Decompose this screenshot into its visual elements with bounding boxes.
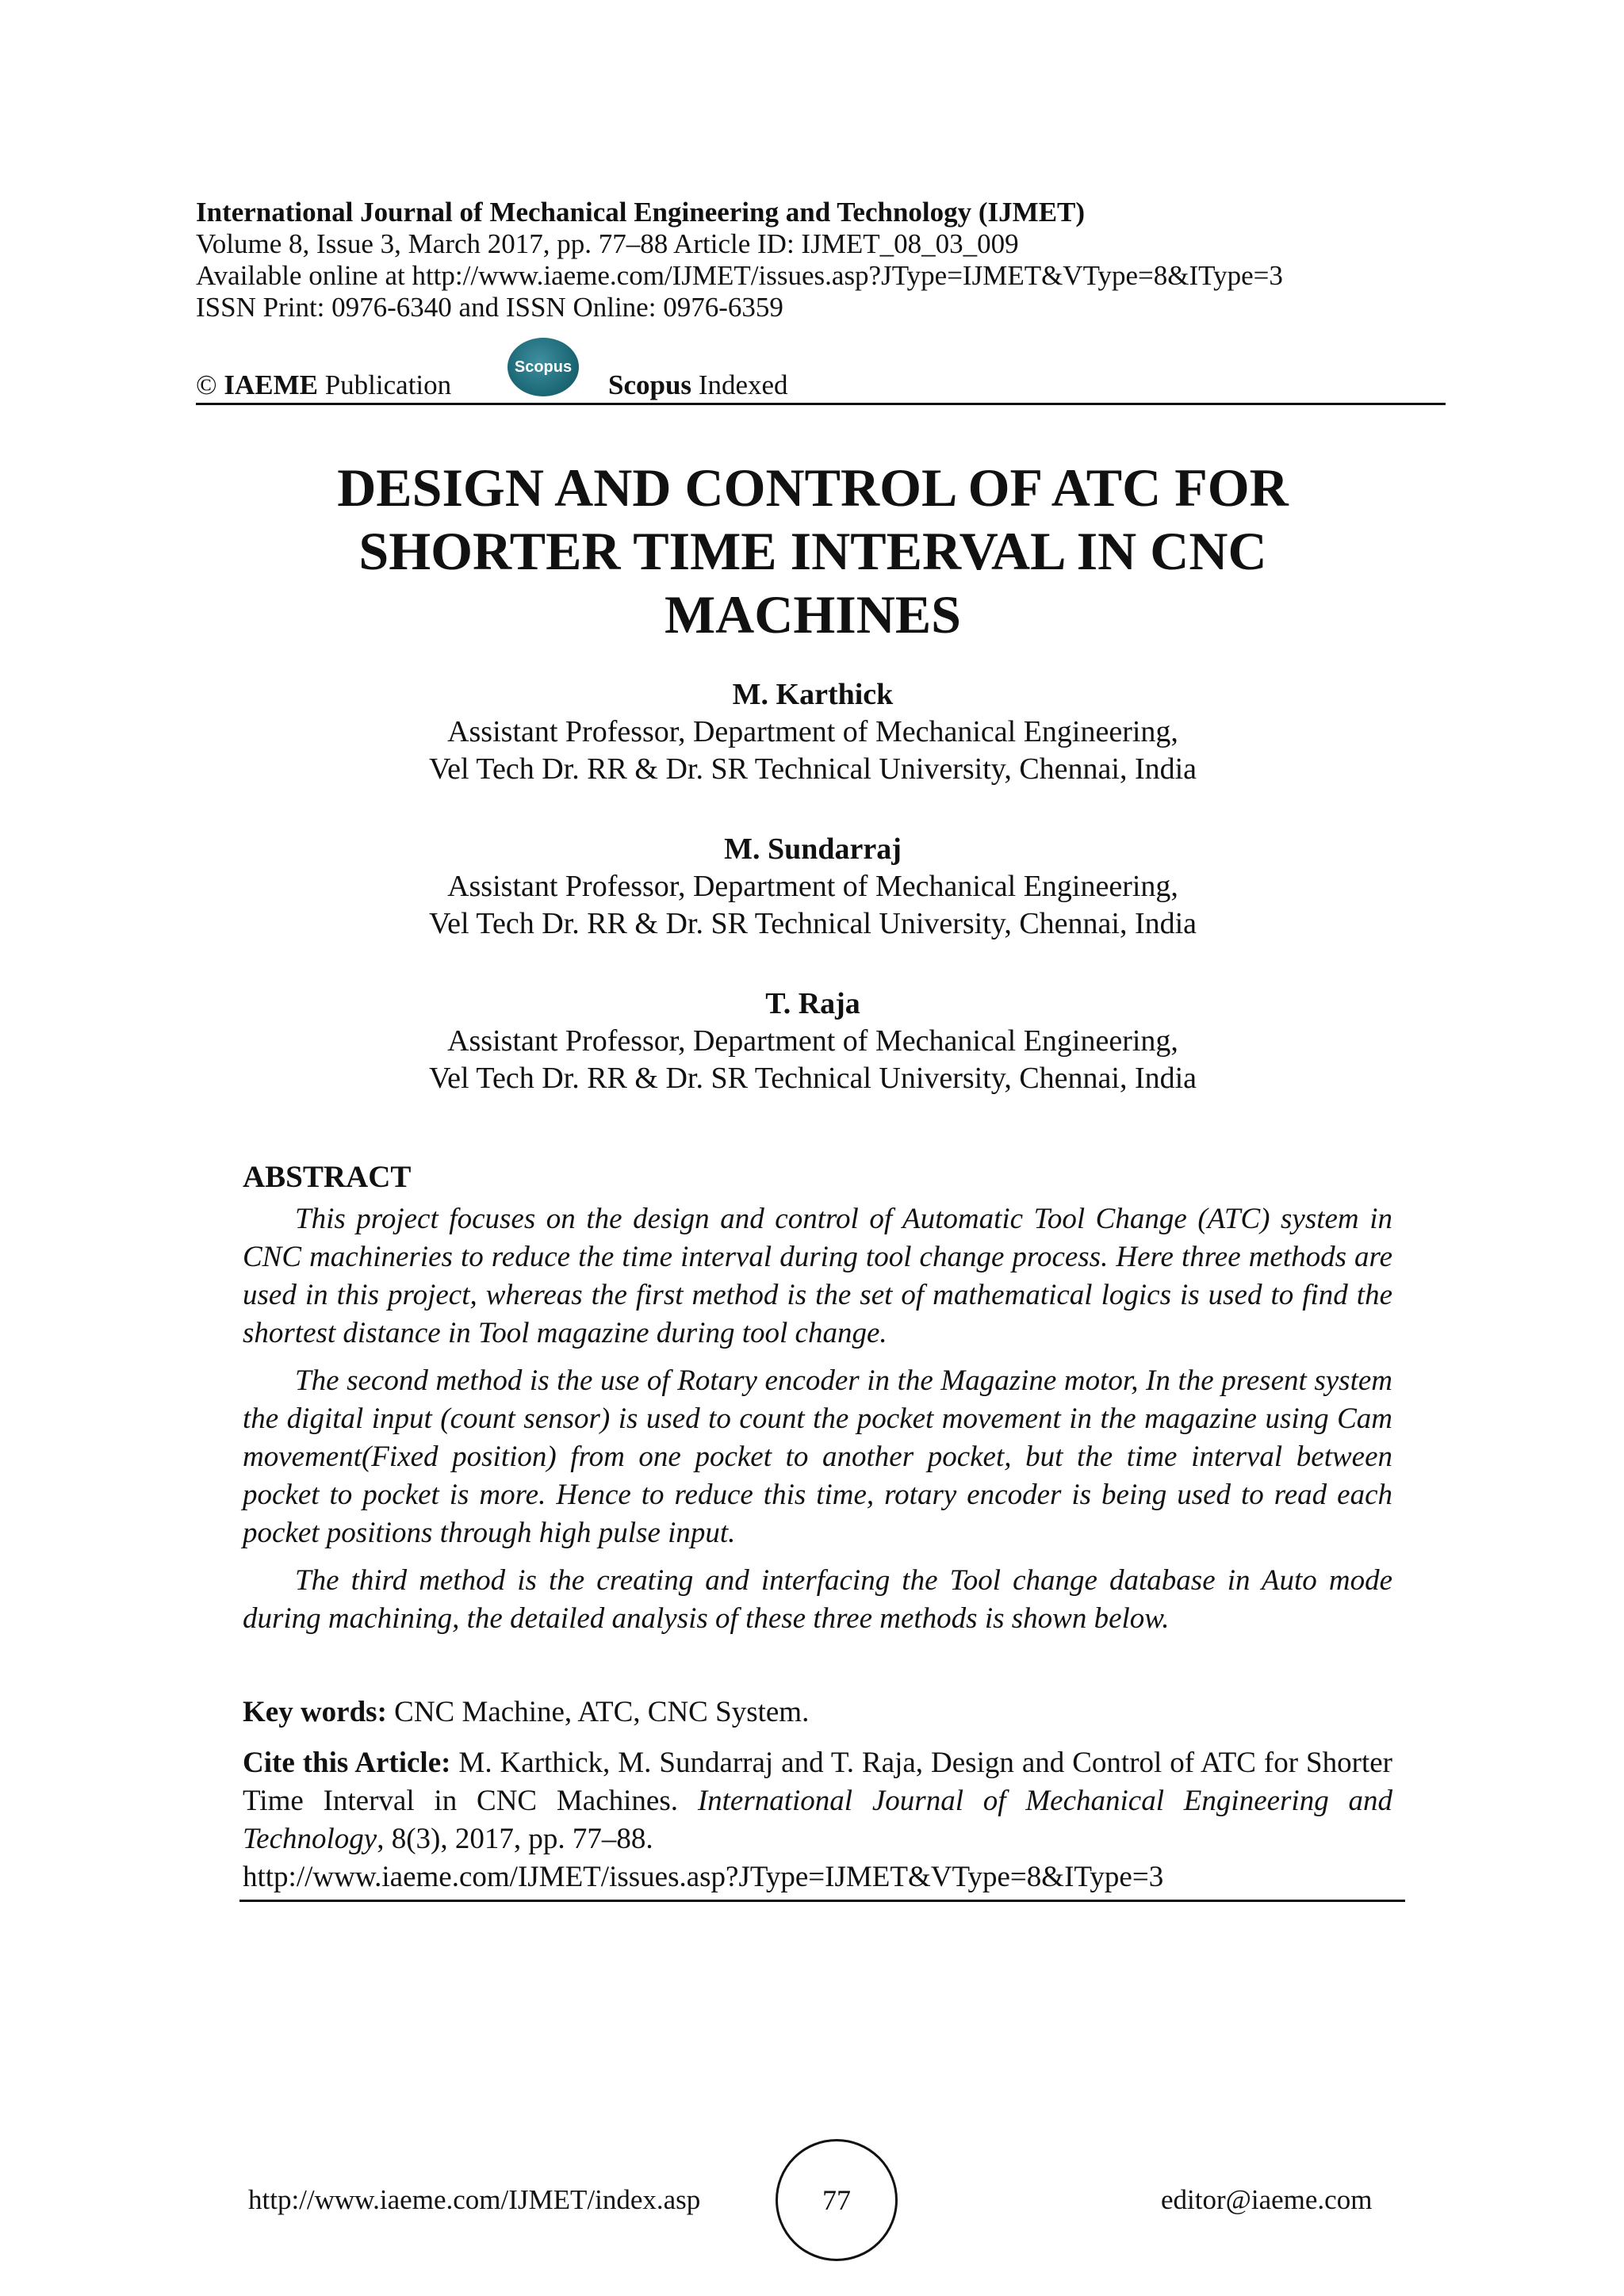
citation-divider	[239, 1900, 1405, 1902]
citation-journal: International Journal of Mechanical Engineering and Technology	[243, 1785, 1393, 1855]
footer-url-link[interactable]: http://www.iaeme.com/IJMET/index.asp	[248, 2184, 701, 2215]
indexed-label	[608, 369, 788, 401]
keywords-text: CNC Machine, ATC, CNC System.	[394, 1696, 810, 1728]
author-affiliation: Vel Tech Dr. RR & Dr. SR Technical University, Chennai, India	[428, 1062, 1197, 1095]
abstract-paragraph: The second method is the use of Rotary encoder in the Magazine motor, In the present system the digital input (count sensor) is used to count the pocket movement in the magazine using Cam movement(Fixed position) from one pocket to another pocket, but the time interval between pocket to pocket is more. Hence to reduce this time, rotary encoder is being used to read each pocket positions through high pulse input.	[243, 1364, 1392, 1549]
citation-details: , 8(3), 2017, pp. 77–88.	[377, 1823, 653, 1855]
citation	[243, 1744, 1392, 1896]
page-number-badge	[776, 2139, 898, 2261]
paper-title	[182, 456, 1443, 646]
keywords	[243, 1693, 1392, 1732]
abstract-paragraph: The third method is the creating and interfacing the Tool change database in Auto mode during machining, the detailed analysis of these three methods is shown below.	[243, 1564, 1392, 1635]
page-number: 77	[822, 2184, 851, 2216]
author-name: T. Raja	[765, 987, 860, 1020]
author-name: M. Karthick	[732, 678, 894, 711]
author-affiliation: Vel Tech Dr. RR & Dr. SR Technical University, Chennai, India	[428, 907, 1197, 940]
abstract-paragraph: This project focuses on the design and control of Automatic Tool Change (ATC) system in CNC machineries to reduce the time interval during tool change process. Here three methods are used in this project, whereas the first method is the set of mathematical logics is used to find the shortest distance in Tool magazine during tool change.	[243, 1203, 1392, 1349]
abstract-body	[243, 1200, 1392, 1638]
scopus-logo-text: Scopus	[514, 358, 573, 376]
title-line: MACHINES	[664, 584, 962, 645]
journal-title: International Journal of Mechanical Engineering and Technology (IJMET)	[196, 197, 1086, 228]
title-line: DESIGN AND CONTROL OF ATC FOR	[337, 457, 1289, 518]
footer-email-link[interactable]: editor@iaeme.com	[1161, 2184, 1373, 2215]
keywords-label: Key words:	[243, 1696, 387, 1728]
publisher-row	[196, 358, 1449, 404]
citation-text: M. Karthick, M. Sundarraj and T. Raja, Design and Control of ATC for Shorter Time Interval in CNC Machines.	[243, 1747, 1392, 1817]
volume-line: Volume 8, Issue 3, March 2017, pp. 77–88 Article ID: IJMET_08_03_009	[196, 228, 1019, 259]
publisher-name: IAEME	[224, 369, 318, 400]
author-block	[182, 985, 1443, 1097]
publisher-suffix: Publication	[324, 369, 452, 400]
author-affiliation: Vel Tech Dr. RR & Dr. SR Technical University, Chennai, India	[428, 752, 1197, 786]
citation-url[interactable]: http://www.iaeme.com/IJMET/issues.asp?JType=IJMET&VType=8&IType=3	[243, 1861, 1164, 1893]
title-line: SHORTER TIME INTERVAL IN CNC	[358, 521, 1267, 581]
indexed-name: Scopus	[608, 369, 692, 400]
header-divider	[196, 403, 1446, 405]
citation-label: Cite this Article:	[243, 1747, 451, 1779]
copyright-symbol: ©	[196, 369, 217, 400]
author-affiliation: Assistant Professor, Department of Mechanical Engineering,	[447, 1024, 1178, 1058]
available-online-line: Available online at http://www.iaeme.com/IJMET/issues.asp?JType=IJMET&VType=8&IType=3	[196, 260, 1283, 291]
abstract-heading: ABSTRACT	[243, 1160, 412, 1194]
author-name: M. Sundarraj	[724, 832, 902, 866]
publisher-label	[196, 369, 451, 401]
author-affiliation: Assistant Professor, Department of Mechanical Engineering,	[447, 715, 1178, 748]
scopus-logo-icon	[508, 338, 579, 396]
journal-header	[196, 197, 1465, 323]
author-affiliation: Assistant Professor, Department of Mechanical Engineering,	[447, 870, 1178, 903]
issn-line: ISSN Print: 0976-6340 and ISSN Online: 0976-6359	[196, 292, 783, 323]
author-block	[182, 830, 1443, 943]
author-block	[182, 675, 1443, 788]
indexed-suffix: Indexed	[698, 369, 788, 400]
